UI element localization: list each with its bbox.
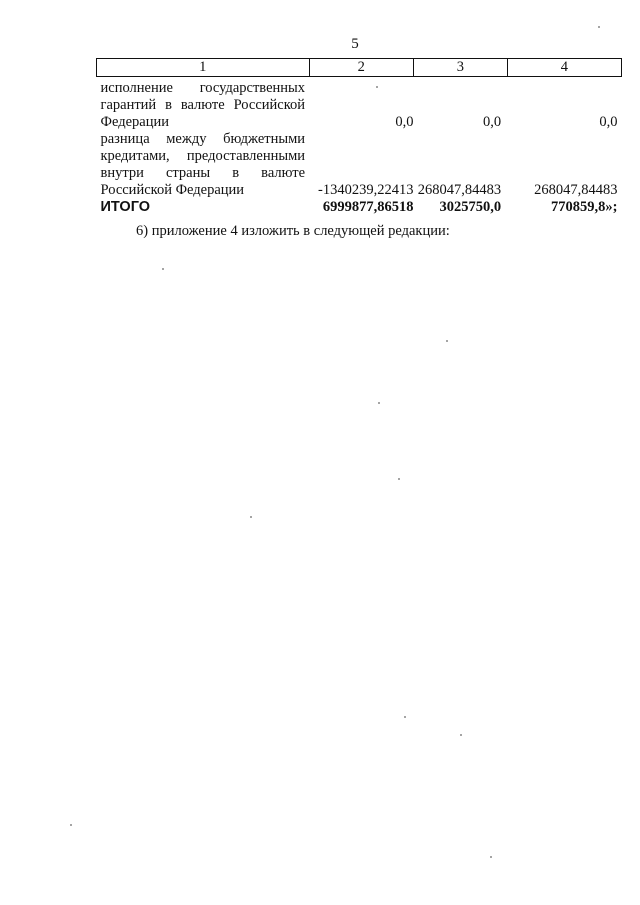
row-value-col-4: 268047,84483 — [534, 182, 618, 198]
header-col-2: 2 — [309, 59, 413, 77]
header-col-4: 4 — [507, 59, 621, 77]
scan-speck — [378, 402, 380, 404]
table-header-row — [97, 59, 622, 77]
budget-table — [96, 58, 622, 216]
total-value-col-2: 6999877,86518 — [322, 199, 414, 215]
scan-speck — [398, 478, 400, 480]
scan-speck — [404, 716, 406, 718]
row-description: исполнение государственных гарантий в валюте Российской Федерации — [100, 80, 306, 130]
header-col-1: 1 — [97, 59, 310, 77]
scan-speck — [250, 516, 252, 518]
page-number: 5 — [351, 36, 359, 52]
row-value-col-2: 0,0 — [395, 114, 414, 130]
scan-speck — [598, 26, 600, 28]
scan-speck — [162, 268, 164, 270]
scan-speck — [376, 86, 378, 88]
scan-speck — [490, 856, 492, 858]
scan-speck — [460, 734, 462, 736]
row-value-col-2: -1340239,22413 — [317, 182, 414, 198]
total-value-col-3: 3025750,0 — [439, 199, 502, 215]
table-row — [97, 77, 622, 132]
total-label: ИТОГО — [100, 199, 151, 215]
row-description: разница между бюджетными кредитами, предоставленными внутри страны в валюте Российской Федерации — [100, 131, 306, 198]
table-row — [97, 131, 622, 199]
scan-speck — [70, 824, 72, 826]
row-value-col-3: 268047,84483 — [417, 182, 502, 198]
total-value-col-4: 770859,8»; — [551, 199, 618, 215]
scan-speck — [446, 340, 448, 342]
header-col-3: 3 — [413, 59, 507, 77]
closing-paragraph: 6) приложение 4 изложить в следующей редакции: — [136, 223, 450, 239]
row-value-col-4: 0,0 — [599, 114, 618, 130]
row-value-col-3: 0,0 — [483, 114, 502, 130]
total-row — [97, 199, 622, 216]
